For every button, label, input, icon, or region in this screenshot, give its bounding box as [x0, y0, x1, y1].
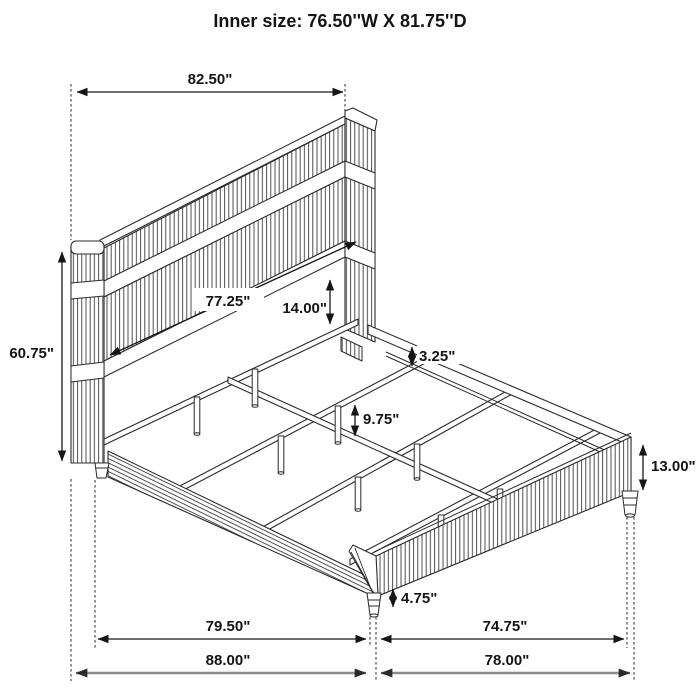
diagram-title: Inner size: 76.50''W X 81.75''D	[213, 11, 467, 31]
dim-label-footboard-leg-height: 4.75"	[401, 590, 438, 607]
dim-label-inner-panel-width: 77.25"	[205, 293, 251, 310]
support-leg	[194, 397, 200, 435]
dim-base-inner-left	[98, 618, 366, 639]
headboard-left-post	[71, 246, 104, 463]
dim-headboard-height	[9, 252, 62, 461]
dim-label-headboard-height: 60.75"	[9, 345, 54, 362]
dim-label-headboard-width: 82.50"	[187, 71, 233, 88]
support-leg	[252, 369, 258, 407]
headboard-right-post	[345, 118, 375, 342]
dim-headboard-width	[77, 71, 343, 92]
dim-footboard-height	[643, 445, 696, 490]
dim-label-base-outer-left: 88.00"	[205, 652, 251, 669]
dim-label-base-inner-left: 79.50"	[205, 618, 251, 635]
side-rail-far	[368, 325, 631, 446]
dim-base-outer-right	[381, 652, 630, 673]
rail-bracket	[341, 337, 362, 361]
dim-label-base-outer-right: 78.00"	[484, 652, 530, 669]
footboard-leg-far	[622, 491, 638, 517]
support-leg	[335, 406, 341, 444]
headboard-left-post-band-lower	[71, 362, 104, 382]
support-leg	[414, 444, 420, 480]
dim-label-rail-height: 3.25"	[419, 348, 456, 365]
dim-base-inner-right	[381, 618, 624, 639]
footboard-leg-near	[367, 593, 381, 617]
headboard-leg	[95, 463, 109, 478]
support-leg	[355, 477, 361, 511]
bed-drawing	[71, 108, 638, 617]
dim-label-footboard-height: 13.00"	[651, 458, 696, 475]
headboard-left-post-top-cap	[71, 241, 104, 254]
dim-label-base-inner-right: 74.75"	[482, 618, 528, 635]
side-rail-near	[108, 451, 373, 596]
dim-footboard-leg-height	[393, 588, 441, 607]
headboard-left-post-band-upper	[71, 280, 104, 299]
dim-label-support-leg-height: 9.75"	[363, 411, 400, 428]
dim-rail-height	[412, 345, 462, 366]
support-leg	[278, 436, 284, 474]
dim-base-outer-left	[76, 652, 366, 673]
dim-support-leg-height	[355, 405, 405, 436]
dim-label-panel-to-rail-gap: 14.00"	[282, 300, 327, 317]
